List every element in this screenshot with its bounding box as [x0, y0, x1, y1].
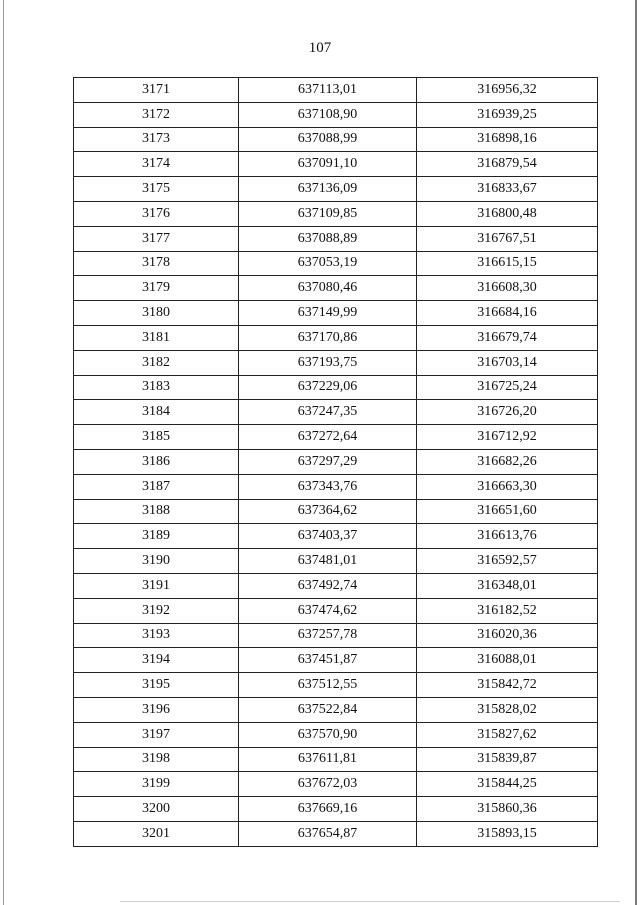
point-number-cell: 3174	[74, 152, 239, 177]
point-number-cell: 3190	[74, 549, 239, 574]
point-number-cell: 3180	[74, 301, 239, 326]
x-coordinate-cell: 637247,35	[239, 400, 417, 425]
table-row	[74, 251, 598, 276]
table-row	[74, 127, 598, 152]
point-number-cell: 3184	[74, 400, 239, 425]
x-coordinate-cell: 637343,76	[239, 474, 417, 499]
table-row	[74, 747, 598, 772]
point-number-cell: 3192	[74, 598, 239, 623]
point-number-cell: 3186	[74, 449, 239, 474]
table-row	[74, 177, 598, 202]
point-number-cell: 3188	[74, 499, 239, 524]
point-number-cell: 3196	[74, 697, 239, 722]
table-row	[74, 673, 598, 698]
point-number-cell: 3179	[74, 276, 239, 301]
x-coordinate-cell: 637570,90	[239, 722, 417, 747]
y-coordinate-cell: 316833,67	[417, 177, 598, 202]
y-coordinate-cell: 316939,25	[417, 102, 598, 127]
x-coordinate-cell: 637091,10	[239, 152, 417, 177]
y-coordinate-cell: 316182,52	[417, 598, 598, 623]
table-row	[74, 226, 598, 251]
table-row	[74, 573, 598, 598]
x-coordinate-cell: 637403,37	[239, 524, 417, 549]
y-coordinate-cell: 316712,92	[417, 425, 598, 450]
point-number-cell: 3176	[74, 201, 239, 226]
y-coordinate-cell: 316898,16	[417, 127, 598, 152]
table-row	[74, 499, 598, 524]
table-row	[74, 102, 598, 127]
y-coordinate-cell: 315844,25	[417, 772, 598, 797]
x-coordinate-cell: 637136,09	[239, 177, 417, 202]
page-number: 107	[308, 40, 332, 56]
y-coordinate-cell: 316615,15	[417, 251, 598, 276]
point-number-cell: 3193	[74, 623, 239, 648]
x-coordinate-cell: 637088,99	[239, 127, 417, 152]
y-coordinate-cell: 316663,30	[417, 474, 598, 499]
table-row	[74, 449, 598, 474]
y-coordinate-cell: 316020,36	[417, 623, 598, 648]
x-coordinate-cell: 637257,78	[239, 623, 417, 648]
y-coordinate-cell: 315827,62	[417, 722, 598, 747]
point-number-cell: 3194	[74, 648, 239, 673]
x-coordinate-cell: 637229,06	[239, 375, 417, 400]
table-row	[74, 697, 598, 722]
point-number-cell: 3183	[74, 375, 239, 400]
x-coordinate-cell: 637522,84	[239, 697, 417, 722]
table-row	[74, 78, 598, 103]
y-coordinate-cell: 315860,36	[417, 797, 598, 822]
table-row	[74, 325, 598, 350]
y-coordinate-cell: 316725,24	[417, 375, 598, 400]
table-row	[74, 772, 598, 797]
x-coordinate-cell: 637170,86	[239, 325, 417, 350]
y-coordinate-cell: 316651,60	[417, 499, 598, 524]
point-number-cell: 3189	[74, 524, 239, 549]
point-number-cell: 3181	[74, 325, 239, 350]
table-row	[74, 375, 598, 400]
table-row	[74, 201, 598, 226]
point-number-cell: 3172	[74, 102, 239, 127]
y-coordinate-cell: 316726,20	[417, 400, 598, 425]
y-coordinate-cell: 316879,54	[417, 152, 598, 177]
table-row	[74, 722, 598, 747]
y-coordinate-cell: 316679,74	[417, 325, 598, 350]
point-number-cell: 3195	[74, 673, 239, 698]
x-coordinate-cell: 637297,29	[239, 449, 417, 474]
y-coordinate-cell: 316348,01	[417, 573, 598, 598]
x-coordinate-cell: 637088,89	[239, 226, 417, 251]
table-row	[74, 524, 598, 549]
y-coordinate-cell: 316088,01	[417, 648, 598, 673]
y-coordinate-cell: 316800,48	[417, 201, 598, 226]
table-row	[74, 549, 598, 574]
y-coordinate-cell: 316682,26	[417, 449, 598, 474]
y-coordinate-cell: 316613,76	[417, 524, 598, 549]
x-coordinate-cell: 637669,16	[239, 797, 417, 822]
x-coordinate-cell: 637149,99	[239, 301, 417, 326]
y-coordinate-cell: 315828,02	[417, 697, 598, 722]
x-coordinate-cell: 637611,81	[239, 747, 417, 772]
y-coordinate-cell: 316592,57	[417, 549, 598, 574]
x-coordinate-cell: 637108,90	[239, 102, 417, 127]
point-number-cell: 3197	[74, 722, 239, 747]
table-row	[74, 598, 598, 623]
x-coordinate-cell: 637272,64	[239, 425, 417, 450]
table-row	[74, 648, 598, 673]
point-number-cell: 3198	[74, 747, 239, 772]
point-number-cell: 3185	[74, 425, 239, 450]
x-coordinate-cell: 637512,55	[239, 673, 417, 698]
x-coordinate-cell: 637193,75	[239, 350, 417, 375]
page-edge-right	[635, 0, 637, 905]
point-number-cell: 3171	[74, 78, 239, 103]
point-number-cell: 3178	[74, 251, 239, 276]
x-coordinate-cell: 637474,62	[239, 598, 417, 623]
y-coordinate-cell: 315893,15	[417, 821, 598, 846]
y-coordinate-cell: 315839,87	[417, 747, 598, 772]
x-coordinate-cell: 637113,01	[239, 78, 417, 103]
y-coordinate-cell: 315842,72	[417, 673, 598, 698]
table-row	[74, 797, 598, 822]
y-coordinate-cell: 316956,32	[417, 78, 598, 103]
x-coordinate-cell: 637481,01	[239, 549, 417, 574]
x-coordinate-cell: 637080,46	[239, 276, 417, 301]
x-coordinate-cell: 637451,87	[239, 648, 417, 673]
coordinates-table	[73, 77, 598, 847]
table-row	[74, 301, 598, 326]
point-number-cell: 3187	[74, 474, 239, 499]
y-coordinate-cell: 316767,51	[417, 226, 598, 251]
y-coordinate-cell: 316608,30	[417, 276, 598, 301]
point-number-cell: 3175	[74, 177, 239, 202]
point-number-cell: 3191	[74, 573, 239, 598]
table-row	[74, 400, 598, 425]
footer-rule	[120, 901, 620, 902]
table-row	[74, 474, 598, 499]
point-number-cell: 3173	[74, 127, 239, 152]
table-row	[74, 350, 598, 375]
x-coordinate-cell: 637654,87	[239, 821, 417, 846]
table-row	[74, 276, 598, 301]
table-row	[74, 821, 598, 846]
x-coordinate-cell: 637053,19	[239, 251, 417, 276]
coordinates-table-body	[74, 78, 598, 847]
table-row	[74, 425, 598, 450]
y-coordinate-cell: 316703,14	[417, 350, 598, 375]
x-coordinate-cell: 637109,85	[239, 201, 417, 226]
x-coordinate-cell: 637364,62	[239, 499, 417, 524]
point-number-cell: 3200	[74, 797, 239, 822]
table-row	[74, 623, 598, 648]
x-coordinate-cell: 637672,03	[239, 772, 417, 797]
x-coordinate-cell: 637492,74	[239, 573, 417, 598]
y-coordinate-cell: 316684,16	[417, 301, 598, 326]
point-number-cell: 3177	[74, 226, 239, 251]
point-number-cell: 3201	[74, 821, 239, 846]
point-number-cell: 3182	[74, 350, 239, 375]
page-edge-left	[3, 0, 4, 905]
point-number-cell: 3199	[74, 772, 239, 797]
table-row	[74, 152, 598, 177]
